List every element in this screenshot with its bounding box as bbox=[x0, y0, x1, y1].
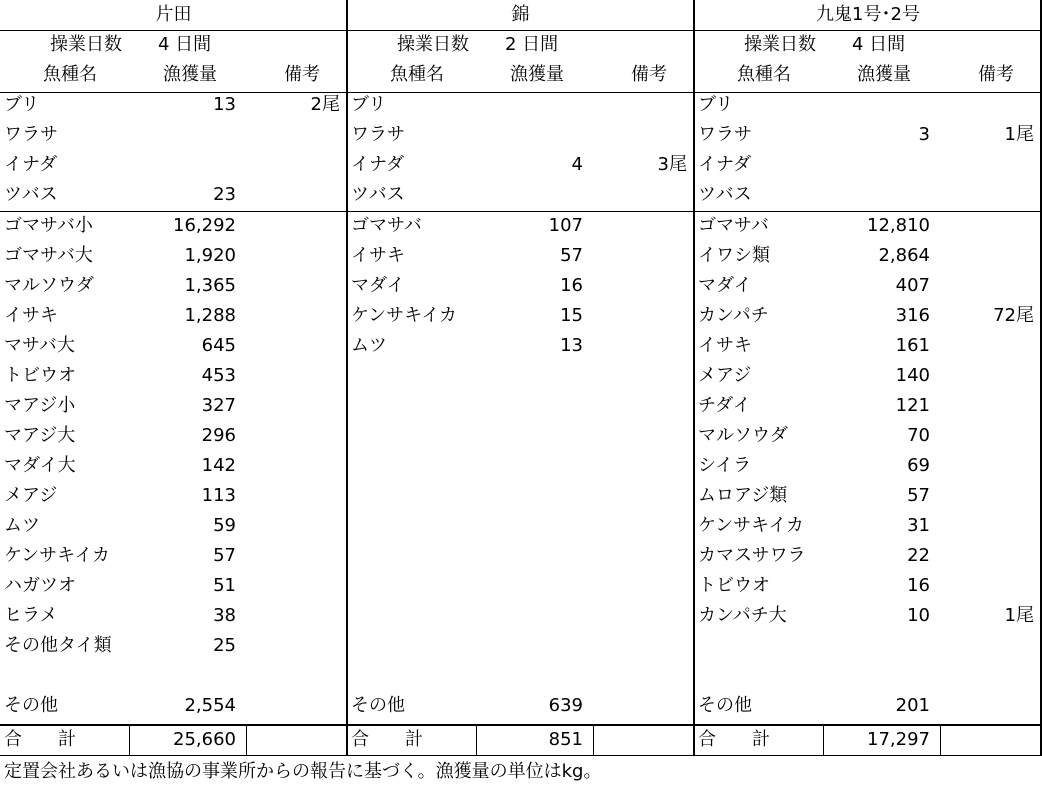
row-species: ゴマサバ小 bbox=[4, 215, 93, 236]
row-species: ムロアジ類 bbox=[698, 485, 788, 506]
row-catch: 31 bbox=[907, 515, 930, 536]
total-label: 合 計 bbox=[698, 729, 770, 750]
row-note bbox=[597, 451, 687, 481]
row-note bbox=[944, 180, 1034, 210]
row-note bbox=[944, 271, 1034, 301]
footnote: 定置会社あるいは漁協の事業所からの報告に基づく。漁獲量の単位はkg。 bbox=[4, 761, 602, 782]
row-note bbox=[250, 691, 340, 721]
row-catch: 121 bbox=[895, 395, 930, 416]
row-species: ブリ bbox=[351, 94, 387, 115]
header-catch: 漁獲量 bbox=[163, 64, 217, 85]
row-species: ハガツオ bbox=[4, 575, 76, 596]
row-note bbox=[597, 601, 687, 631]
row-note: 1尾 bbox=[1004, 124, 1034, 145]
row-species: その他 bbox=[698, 695, 752, 716]
total-value: 851 bbox=[548, 729, 583, 750]
row-species: イワシ類 bbox=[698, 245, 770, 266]
row-catch: 22 bbox=[907, 545, 930, 566]
row-species: ワラサ bbox=[351, 124, 405, 145]
row-note bbox=[597, 691, 687, 721]
row-note bbox=[944, 691, 1034, 721]
row-note bbox=[250, 541, 340, 571]
row-species: ツバス bbox=[698, 184, 752, 205]
row-species: シイラ bbox=[698, 455, 752, 476]
row-note bbox=[597, 331, 687, 361]
row-note bbox=[944, 150, 1034, 180]
row-species: メアジ bbox=[698, 365, 752, 386]
row-note bbox=[597, 541, 687, 571]
row-catch: 407 bbox=[895, 275, 930, 296]
row-note bbox=[944, 511, 1034, 541]
row-catch: 16 bbox=[560, 275, 583, 296]
row-catch bbox=[447, 541, 583, 571]
header-catch: 漁獲量 bbox=[510, 64, 564, 85]
row-catch bbox=[794, 661, 930, 691]
row-catch: 107 bbox=[548, 215, 583, 236]
row-note bbox=[944, 211, 1034, 241]
row-catch bbox=[100, 120, 236, 150]
row-note bbox=[250, 661, 340, 691]
row-species: ヒラメ bbox=[4, 605, 58, 626]
row-species: ワラサ bbox=[698, 124, 752, 145]
row-catch bbox=[447, 421, 583, 451]
row-catch bbox=[447, 90, 583, 120]
days-label: 操業日数 bbox=[744, 34, 816, 55]
header-catch: 漁獲量 bbox=[857, 64, 911, 85]
row-species: ムツ bbox=[4, 515, 40, 536]
row-catch: 296 bbox=[201, 425, 236, 446]
row-note bbox=[250, 120, 340, 150]
header-species: 魚種名 bbox=[43, 64, 97, 85]
row-catch: 140 bbox=[895, 365, 930, 386]
row-catch: 10 bbox=[907, 605, 930, 626]
row-catch: 1,288 bbox=[184, 305, 236, 326]
row-catch bbox=[794, 180, 930, 210]
row-species: カマスサワラ bbox=[698, 545, 806, 566]
row-note bbox=[944, 541, 1034, 571]
row-note bbox=[250, 301, 340, 331]
row-note bbox=[250, 511, 340, 541]
row-species: チダイ bbox=[698, 395, 751, 416]
row-catch: 57 bbox=[907, 485, 930, 506]
section-title: 片田 bbox=[155, 4, 192, 25]
row-species: ゴマサバ大 bbox=[4, 245, 93, 266]
row-catch: 70 bbox=[907, 425, 930, 446]
row-species: マダイ bbox=[698, 275, 752, 296]
row-note bbox=[250, 211, 340, 241]
row-note bbox=[250, 361, 340, 391]
row-note bbox=[250, 451, 340, 481]
row-note bbox=[597, 391, 687, 421]
row-species: その他 bbox=[351, 695, 405, 716]
grid-line bbox=[593, 725, 594, 755]
row-catch: 57 bbox=[213, 545, 236, 566]
row-species: イサキ bbox=[351, 245, 405, 266]
row-note bbox=[597, 90, 687, 120]
header-species: 魚種名 bbox=[390, 64, 444, 85]
row-catch: 59 bbox=[213, 515, 236, 536]
row-note bbox=[944, 361, 1034, 391]
row-species: マサバ大 bbox=[4, 335, 75, 356]
row-species: トビウオ bbox=[4, 365, 76, 386]
row-note bbox=[597, 271, 687, 301]
row-catch bbox=[447, 481, 583, 511]
row-note: 72尾 bbox=[993, 305, 1034, 326]
row-catch bbox=[447, 511, 583, 541]
row-catch: 161 bbox=[895, 335, 930, 356]
header-species: 魚種名 bbox=[737, 64, 791, 85]
row-note: 1尾 bbox=[1004, 605, 1034, 626]
row-note bbox=[944, 481, 1034, 511]
header-note: 備考 bbox=[631, 64, 667, 85]
row-species: ケンサキイカ bbox=[698, 515, 804, 536]
row-note bbox=[944, 241, 1034, 271]
row-species: ワラサ bbox=[4, 124, 58, 145]
row-note bbox=[944, 451, 1034, 481]
row-species: イサキ bbox=[4, 305, 58, 326]
row-note bbox=[250, 571, 340, 601]
section-title: 九鬼1号･2号 bbox=[816, 4, 920, 25]
days-label: 操業日数 bbox=[397, 34, 469, 55]
row-note bbox=[250, 150, 340, 180]
row-species: メアジ bbox=[4, 485, 58, 506]
grid-line bbox=[823, 725, 824, 755]
row-catch: 16 bbox=[907, 575, 930, 596]
row-note bbox=[597, 180, 687, 210]
row-species: マアジ大 bbox=[4, 425, 76, 446]
row-catch bbox=[447, 180, 583, 210]
row-catch: 69 bbox=[907, 455, 930, 476]
row-catch: 327 bbox=[201, 395, 236, 416]
row-note bbox=[597, 571, 687, 601]
row-catch bbox=[447, 631, 583, 661]
row-catch: 113 bbox=[201, 485, 236, 506]
total-label: 合 計 bbox=[4, 729, 76, 750]
row-note bbox=[597, 301, 687, 331]
row-note bbox=[944, 90, 1034, 120]
row-species: その他 bbox=[4, 695, 58, 716]
row-catch: 38 bbox=[213, 605, 236, 626]
grid-line bbox=[0, 755, 1042, 756]
row-catch: 13 bbox=[560, 335, 583, 356]
row-note bbox=[597, 631, 687, 661]
row-note bbox=[597, 241, 687, 271]
row-catch bbox=[794, 150, 930, 180]
grid-line bbox=[246, 725, 247, 755]
row-catch: 142 bbox=[201, 455, 236, 476]
row-catch: 2,864 bbox=[878, 245, 930, 266]
row-species: ゴマサバ bbox=[698, 215, 769, 236]
row-note bbox=[597, 511, 687, 541]
row-catch bbox=[447, 451, 583, 481]
row-note: 2尾 bbox=[310, 94, 340, 115]
grid-line bbox=[476, 725, 477, 755]
row-catch bbox=[447, 120, 583, 150]
row-species: カンパチ大 bbox=[698, 605, 787, 626]
row-note bbox=[597, 481, 687, 511]
row-catch bbox=[447, 391, 583, 421]
row-note bbox=[597, 211, 687, 241]
row-note bbox=[250, 271, 340, 301]
row-catch: 3 bbox=[918, 124, 930, 145]
section-title: 錦 bbox=[511, 4, 530, 25]
grid-line bbox=[346, 0, 348, 756]
row-species: マルソウダ bbox=[4, 275, 94, 296]
row-catch: 51 bbox=[213, 575, 236, 596]
row-catch bbox=[447, 661, 583, 691]
row-note bbox=[944, 661, 1034, 691]
row-species: ツバス bbox=[4, 184, 58, 205]
row-species: ケンサキイカ bbox=[4, 545, 110, 566]
row-species: カンパチ bbox=[698, 305, 769, 326]
row-catch: 1,920 bbox=[184, 245, 236, 266]
days-label: 操業日数 bbox=[50, 34, 122, 55]
row-catch bbox=[447, 361, 583, 391]
total-value: 17,297 bbox=[867, 729, 930, 750]
row-note bbox=[250, 391, 340, 421]
row-catch: 25 bbox=[213, 635, 236, 656]
row-note bbox=[597, 661, 687, 691]
row-note bbox=[597, 361, 687, 391]
row-species: ムツ bbox=[351, 335, 387, 356]
row-catch bbox=[100, 150, 236, 180]
row-species: イナダ bbox=[351, 154, 405, 175]
row-catch bbox=[447, 601, 583, 631]
row-note bbox=[250, 180, 340, 210]
row-catch: 16,292 bbox=[173, 215, 236, 236]
row-species: イナダ bbox=[4, 154, 58, 175]
row-species: ケンサキイカ bbox=[351, 305, 457, 326]
row-note bbox=[250, 421, 340, 451]
row-catch: 13 bbox=[213, 94, 236, 115]
row-note bbox=[250, 331, 340, 361]
row-note bbox=[597, 120, 687, 150]
row-catch bbox=[100, 661, 236, 691]
row-species: マアジ小 bbox=[4, 395, 76, 416]
row-species: ブリ bbox=[4, 94, 40, 115]
row-species: マダイ bbox=[351, 275, 405, 296]
row-catch: 645 bbox=[201, 335, 236, 356]
row-species: トビウオ bbox=[698, 575, 770, 596]
row-species: イナダ bbox=[698, 154, 752, 175]
days-value: 4 日間 bbox=[158, 34, 212, 55]
total-label: 合 計 bbox=[351, 729, 423, 750]
row-species: ゴマサバ bbox=[351, 215, 422, 236]
row-species: イサキ bbox=[698, 335, 752, 356]
row-note bbox=[944, 421, 1034, 451]
row-catch: 639 bbox=[548, 695, 583, 716]
row-species: ツバス bbox=[351, 184, 405, 205]
row-note bbox=[944, 391, 1034, 421]
row-catch bbox=[794, 631, 930, 661]
grid-line bbox=[693, 0, 695, 756]
row-species: マダイ大 bbox=[4, 455, 76, 476]
row-note bbox=[250, 631, 340, 661]
header-note: 備考 bbox=[284, 64, 320, 85]
grid-line bbox=[129, 725, 130, 755]
grid-line bbox=[940, 725, 941, 755]
row-note bbox=[597, 421, 687, 451]
row-species: その他タイ類 bbox=[4, 635, 112, 656]
total-value: 25,660 bbox=[173, 729, 236, 750]
row-note bbox=[250, 241, 340, 271]
row-catch: 1,365 bbox=[184, 275, 236, 296]
days-value: 2 日間 bbox=[505, 34, 559, 55]
row-note bbox=[250, 601, 340, 631]
row-note bbox=[944, 571, 1034, 601]
row-catch: 57 bbox=[560, 245, 583, 266]
row-catch bbox=[447, 571, 583, 601]
row-catch: 15 bbox=[560, 305, 583, 326]
row-catch: 2,554 bbox=[184, 695, 236, 716]
row-catch bbox=[794, 90, 930, 120]
row-species: ブリ bbox=[698, 94, 734, 115]
row-note bbox=[944, 331, 1034, 361]
header-note: 備考 bbox=[978, 64, 1014, 85]
row-species: マルソウダ bbox=[698, 425, 788, 446]
row-catch: 453 bbox=[201, 365, 236, 386]
row-note: 3尾 bbox=[657, 154, 687, 175]
row-catch: 4 bbox=[571, 154, 583, 175]
row-catch: 12,810 bbox=[867, 215, 930, 236]
row-catch: 316 bbox=[895, 305, 930, 326]
row-note bbox=[944, 631, 1034, 661]
row-catch: 23 bbox=[213, 184, 236, 205]
row-catch: 201 bbox=[895, 695, 930, 716]
row-note bbox=[250, 481, 340, 511]
days-value: 4 日間 bbox=[852, 34, 906, 55]
